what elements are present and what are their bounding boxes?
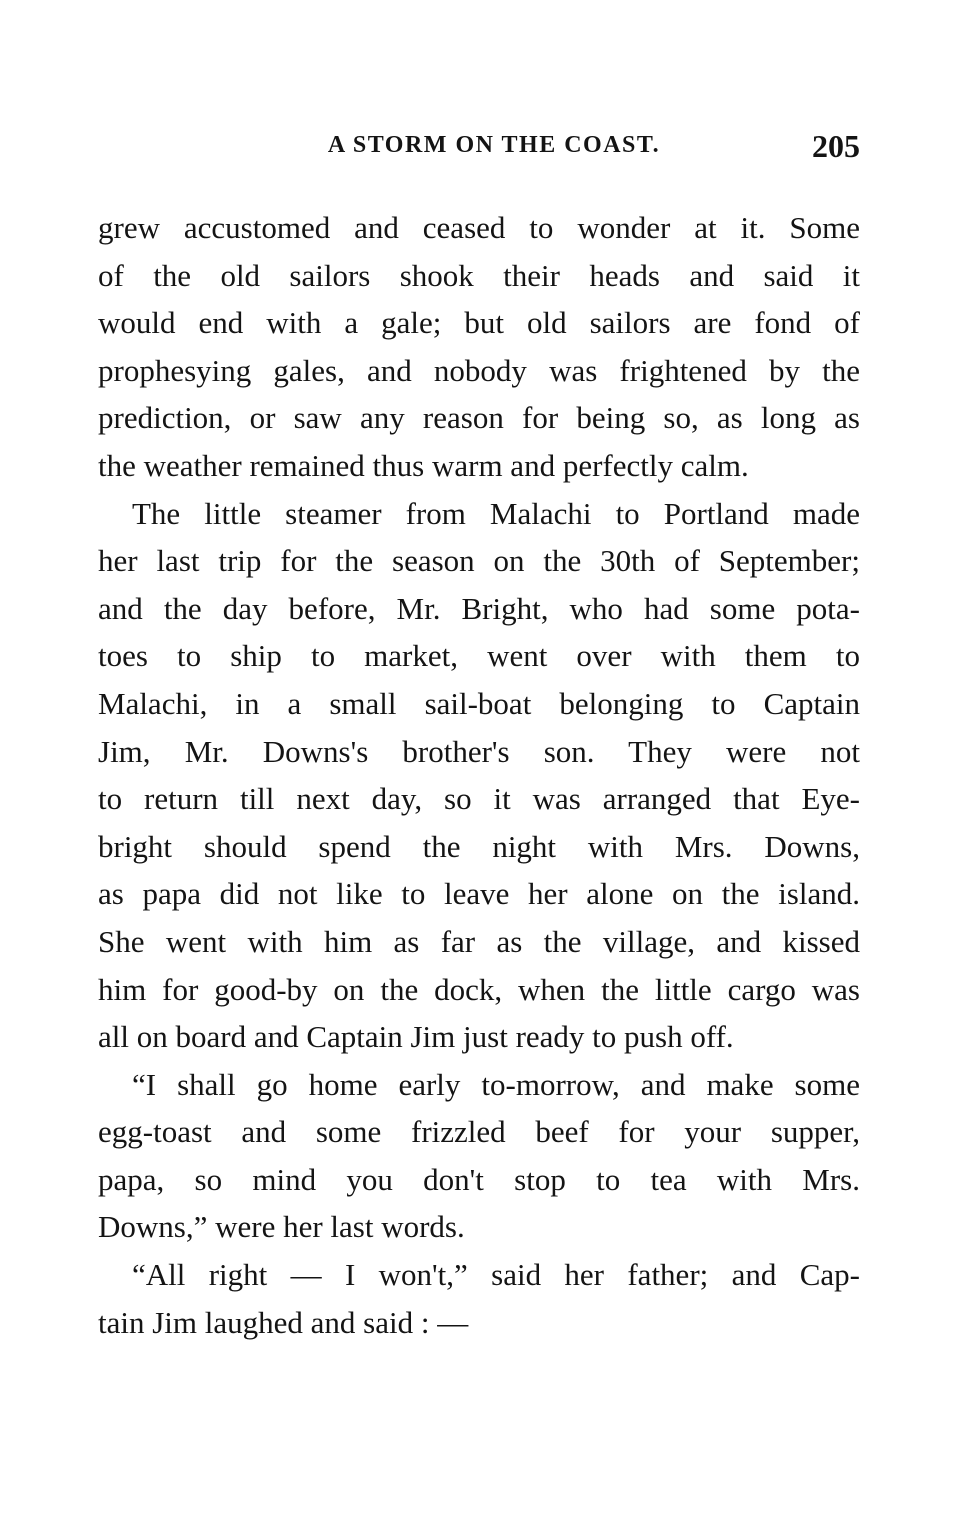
text-line: “I shall go home early to-morrow, and make some <box>132 1066 860 1102</box>
text-line: grew accustomed and ceased to wonder at it. Some <box>98 210 860 245</box>
paragraph <box>98 1251 860 1346</box>
text-line: prediction, or saw any reason for being so, as long as <box>98 400 860 436</box>
text-line: Downs,” were her last words. <box>98 1209 465 1245</box>
text-line: as papa did not like to leave her alone on the island. <box>98 876 860 912</box>
text-line: egg-toast and some frizzled beef for your supper, <box>98 1114 860 1150</box>
text-line: toes to ship to market, went over with them to <box>98 638 860 674</box>
text-line: him for good-by on the dock, when the little cargo was <box>98 971 860 1007</box>
paragraph <box>98 490 860 1061</box>
text-line: of the old sailors shook their heads and said it <box>98 257 860 293</box>
text-line: and the day before, Mr. Bright, who had some pota- <box>98 590 860 626</box>
page-number: 205 <box>812 128 860 164</box>
body-text <box>98 204 860 1346</box>
text-line: She went with him as far as the village, and kissed <box>98 923 860 959</box>
paragraph <box>98 204 860 490</box>
text-line: tain Jim laughed and said : — <box>98 1304 469 1340</box>
text-line: her last trip for the season on the 30th of September; <box>98 543 860 579</box>
text-line: would end with a gale; but old sailors are fond of <box>98 305 860 341</box>
text-line: The little steamer from Malachi to Portland made <box>132 495 860 531</box>
text-line: prophesying gales, and nobody was frightened by the <box>98 352 860 388</box>
text-line: all on board and Captain Jim just ready to push off. <box>98 1019 734 1055</box>
text-line: papa, so mind you don't stop to tea with Mrs. <box>98 1161 860 1197</box>
paragraph <box>98 1061 860 1251</box>
text-line: to return till next day, so it was arranged that Eye- <box>98 781 860 817</box>
running-title: A STORM ON THE COAST. <box>327 132 661 158</box>
text-line: the weather remained thus warm and perfectly calm. <box>98 447 749 483</box>
text-line: “All right — I won't,” said her father; and Cap- <box>132 1257 860 1293</box>
text-line: Malachi, in a small sail-boat belonging to Captain <box>98 685 860 721</box>
text-line: bright should spend the night with Mrs. Downs, <box>98 828 860 864</box>
running-head <box>98 128 860 168</box>
text-line: Jim, Mr. Downs's brother's son. They were not <box>98 733 860 769</box>
